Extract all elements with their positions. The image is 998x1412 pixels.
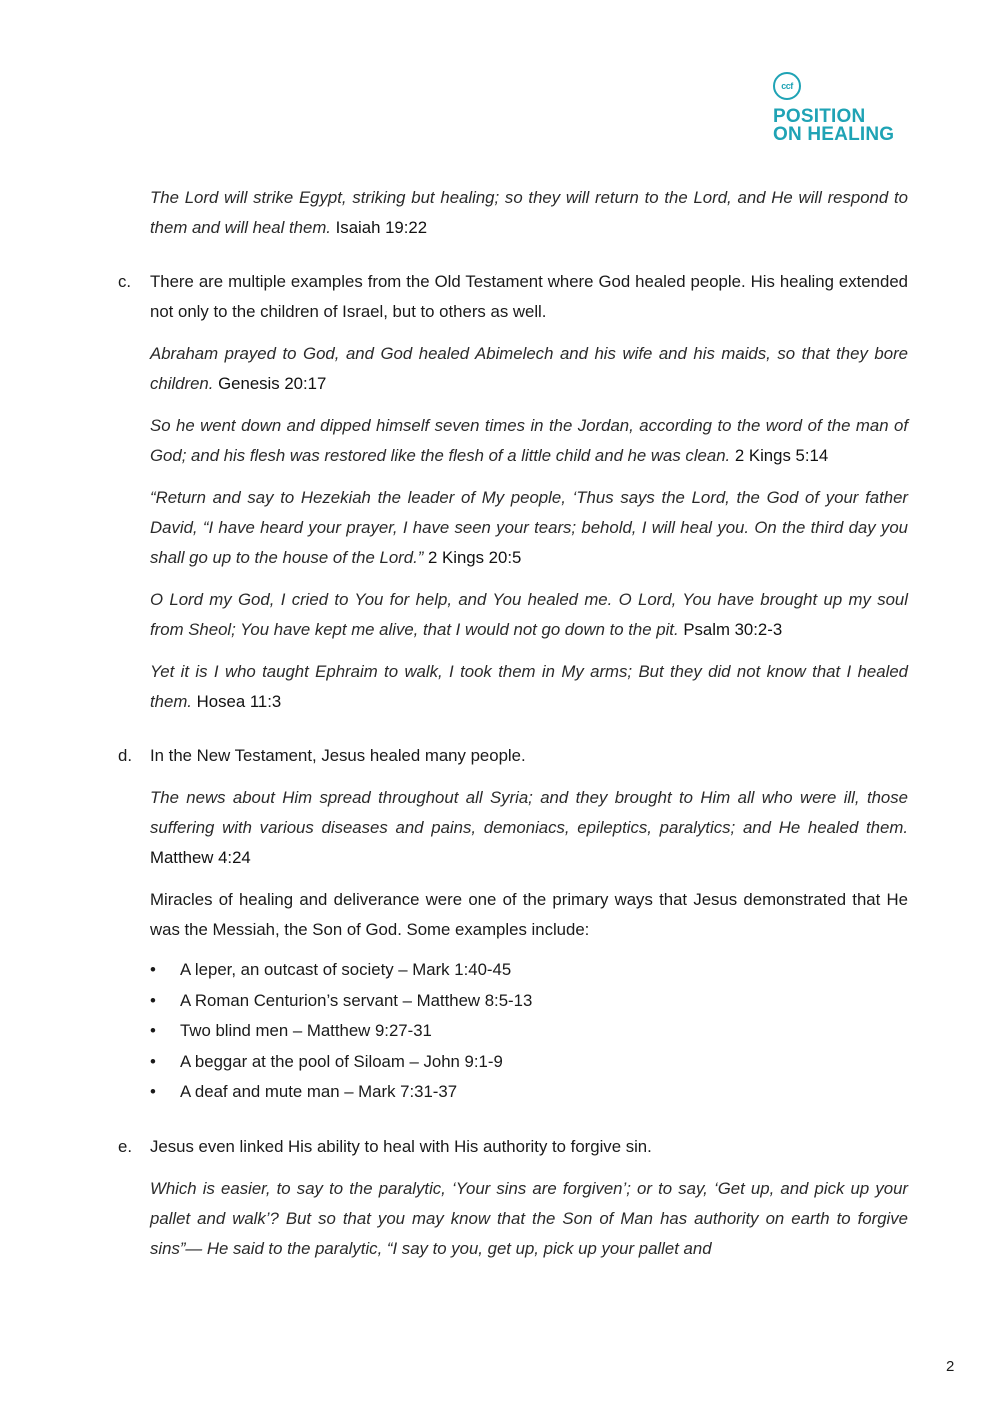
scripture-quote	[150, 783, 908, 873]
scripture-reference: Matthew 4:24	[150, 848, 251, 867]
list-item	[150, 1077, 908, 1108]
scripture-quote	[150, 483, 908, 573]
point-letter: d.	[118, 746, 132, 765]
list-item	[150, 986, 908, 1017]
list-item-text: A Roman Centurion’s servant – Matthew 8:5-13	[180, 990, 533, 1010]
point-letter: e.	[118, 1136, 132, 1156]
scripture-reference: 2 Kings 20:5	[428, 548, 522, 567]
quote-text: “Return and say to Hezekiah the leader of My people, ‘Thus says the Lord, the God of your father David, “I have heard your prayer, I have seen your tears; behold, I will heal you. On the third day you shall go up to the house of the Lord.”	[150, 488, 908, 567]
list-item-text: A beggar at the pool of Siloam – John 9:1-9	[180, 1051, 503, 1071]
scripture-reference: 2 Kings 5:14	[734, 446, 829, 465]
quote-text: The Lord will strike Egypt, striking but healing; so they will return to the Lord, and He will respond to them and will heal them.	[150, 188, 908, 237]
scripture-quote	[150, 585, 908, 645]
bullet-icon: •	[150, 960, 156, 979]
point-text: There are multiple examples from the Old Testament where God healed people. His healing extended not only to the children of Israel, but to others as well.	[150, 272, 908, 321]
scripture-quote	[150, 339, 908, 399]
quote-text: Abraham prayed to God, and God healed Abimelech and his wife and his maids, so that they bore children.	[150, 344, 908, 393]
point-text: In the New Testament, Jesus healed many people.	[150, 746, 526, 765]
scripture-quote	[150, 1174, 908, 1264]
list-item-text: A deaf and mute man – Mark 7:31-37	[180, 1082, 458, 1101]
ccf-logo-mark: ccf	[773, 72, 801, 100]
scripture-quote	[150, 657, 908, 717]
point-letter: c.	[118, 272, 132, 291]
quote-text: O Lord my God, I cried to You for help, and You healed me. O Lord, You have brought up my soul from Sheol; You have kept me alive, that I would not go down to the pit.	[150, 590, 908, 639]
quote-text: Which is easier, to say to the paralytic, ‘Your sins are forgiven’; or to say, ‘Get up, and pick up your pallet and walk’? But so that you may know that the Son of Man has authority on earth to forgive sins”— He said to the paralytic, “I say to you, get up, pick up your pallet and	[150, 1178, 908, 1258]
point-e	[118, 1132, 908, 1162]
scripture-quote	[150, 183, 908, 243]
ccf-logo	[773, 72, 923, 144]
logo-title-line1: POSITION	[773, 106, 866, 127]
list-item-text: A leper, an outcast of society – Mark 1:40-45	[180, 960, 512, 979]
quote-text: So he went down and dipped himself seven times in the Jordan, according to the word of the man of God; and his flesh was restored like the flesh of a little child and he was clean.	[150, 416, 908, 465]
bullet-icon: •	[150, 1021, 156, 1040]
logo-title-line2: ON HEALING	[773, 124, 895, 145]
scripture-reference: Psalm 30:2-3	[683, 620, 783, 639]
list-item-text: Two blind men – Matthew 9:27-31	[180, 1021, 432, 1040]
scripture-reference: Hosea 11:3	[196, 692, 282, 711]
point-text: Jesus even linked His ability to heal with His authority to forgive sin.	[150, 1136, 652, 1156]
scripture-reference: Genesis 20:17	[218, 374, 327, 393]
bullet-icon: •	[150, 1051, 156, 1071]
logo-title	[773, 108, 923, 144]
bullet-icon: •	[150, 1082, 156, 1101]
list-item	[150, 1016, 908, 1047]
examples-list	[150, 955, 908, 1108]
list-item	[150, 1047, 908, 1078]
point-c	[118, 267, 908, 327]
bullet-icon: •	[150, 990, 156, 1010]
body-paragraph: Miracles of healing and deliverance were one of the primary ways that Jesus demonstrated that He was the Messiah, the Son of God. Some examples include:	[150, 890, 908, 939]
document-body	[0, 183, 998, 1264]
quote-text: The news about Him spread throughout all Syria; and they brought to Him all who were ill, those suffering with various diseases and pains, demoniacs, epileptics, paralytics; and He healed them.	[150, 788, 908, 837]
list-item	[150, 955, 908, 986]
scripture-reference: Isaiah 19:22	[335, 218, 428, 237]
scripture-quote	[150, 411, 908, 471]
quote-text: Yet it is I who taught Ephraim to walk, I took them in My arms; But they did not know that I healed them.	[150, 662, 908, 711]
page-number: 2	[946, 1358, 955, 1375]
point-d	[118, 741, 908, 771]
